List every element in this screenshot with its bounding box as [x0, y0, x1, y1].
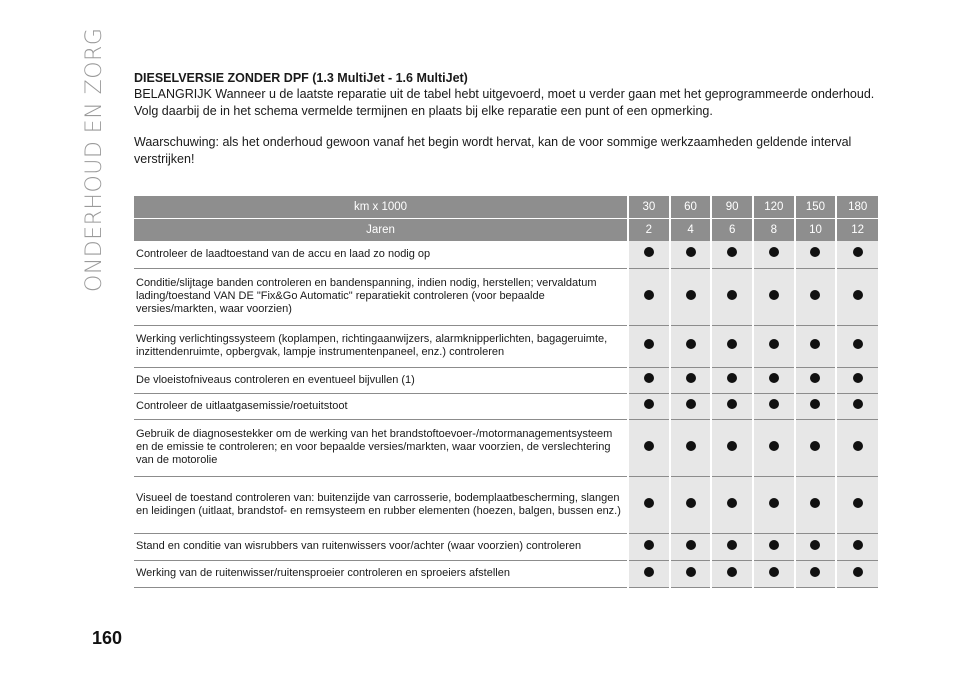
years-header-label: Jaren	[134, 219, 628, 242]
years-header-cell: 4	[670, 219, 712, 242]
check-bullet-icon	[769, 290, 779, 300]
check-bullet-icon	[769, 399, 779, 409]
check-bullet-icon	[686, 373, 696, 383]
check-bullet-icon	[686, 290, 696, 300]
check-bullet-icon	[644, 441, 654, 451]
check-bullet-icon	[727, 441, 737, 451]
table-row	[134, 268, 878, 325]
check-bullet-icon	[686, 567, 696, 577]
years-header-cell: 2	[628, 219, 670, 242]
check-bullet-icon	[853, 540, 863, 550]
check-bullet-icon	[644, 567, 654, 577]
check-bullet-icon	[853, 399, 863, 409]
check-bullet-icon	[810, 441, 820, 451]
check-bullet-icon	[769, 339, 779, 349]
check-bullet-icon	[769, 540, 779, 550]
check-bullet-icon	[686, 441, 696, 451]
check-bullet-icon	[769, 567, 779, 577]
check-bullet-icon	[810, 373, 820, 383]
check-bullet-icon	[853, 498, 863, 508]
check-bullet-icon	[644, 373, 654, 383]
check-bullet-icon	[644, 540, 654, 550]
years-header-row	[134, 219, 878, 242]
chapter-side-title	[82, 27, 112, 292]
check-bullet-icon	[686, 399, 696, 409]
task-description: Controleer de uitlaatgasemissie/roetuitstoot	[134, 393, 628, 419]
km-header-cell: 30	[628, 196, 670, 219]
km-header-row	[134, 196, 878, 219]
check-bullet-icon	[727, 290, 737, 300]
table-row	[134, 419, 878, 476]
check-bullet-icon	[810, 247, 820, 257]
km-header-cell: 180	[836, 196, 878, 219]
check-bullet-icon	[853, 339, 863, 349]
main-content	[134, 70, 878, 168]
table-row	[134, 367, 878, 393]
warning-paragraph: Waarschuwing: als het onderhoud gewoon vanaf het begin wordt hervat, kan de voor sommige werkzaamheden geldende interval verstrijken!	[134, 135, 852, 166]
check-bullet-icon	[810, 540, 820, 550]
check-bullet-icon	[810, 339, 820, 349]
check-bullet-icon	[686, 247, 696, 257]
check-bullet-icon	[644, 247, 654, 257]
intro-paragraph: BELANGRIJK Wanneer u de laatste reparatie uit de tabel hebt uitgevoerd, moet u verder gaan met het geprogrammeerde onderhoud. Volg daarbij de in het schema vermelde termijnen en plaats bij elke reparatie een punt of een opmerking.	[134, 87, 875, 118]
task-description: Visueel de toestand controleren van: buitenzijde van carrosserie, bodemplaatbescherming, slangen en leidingen (uitlaat, brandstof- en remsysteem en rubber elementen (hoezen, balgen, bussen enz.)	[134, 476, 628, 533]
km-header-cell: 120	[753, 196, 795, 219]
km-header-label: km x 1000	[134, 196, 628, 219]
check-bullet-icon	[853, 247, 863, 257]
check-bullet-icon	[644, 290, 654, 300]
check-bullet-icon	[769, 441, 779, 451]
check-bullet-icon	[769, 247, 779, 257]
km-header-cell: 150	[795, 196, 837, 219]
check-bullet-icon	[727, 339, 737, 349]
check-bullet-icon	[853, 373, 863, 383]
check-bullet-icon	[644, 498, 654, 508]
check-bullet-icon	[686, 498, 696, 508]
check-bullet-icon	[727, 399, 737, 409]
years-header-cell: 12	[836, 219, 878, 242]
task-description: Stand en conditie van wisrubbers van ruitenwissers voor/achter (waar voorzien) controleren	[134, 533, 628, 560]
years-header-cell: 10	[795, 219, 837, 242]
table-row	[134, 325, 878, 367]
years-header-cell: 6	[711, 219, 753, 242]
check-bullet-icon	[686, 339, 696, 349]
check-bullet-icon	[853, 441, 863, 451]
chapter-side-title-text: ONDERHOUD EN ZORG	[82, 27, 107, 292]
check-bullet-icon	[727, 540, 737, 550]
task-description: Conditie/slijtage banden controleren en bandenspanning, indien nodig, herstellen; vervaldatum lading/toestand VAN DE "Fix&Go Automatic" reparatiekit controleren (voor bepaalde versies/markten, waar voorzien)	[134, 268, 628, 325]
check-bullet-icon	[810, 399, 820, 409]
section-heading: DIESELVERSIE ZONDER DPF (1.3 MultiJet - 1.6 MultiJet)	[134, 71, 468, 85]
check-bullet-icon	[727, 567, 737, 577]
table-row	[134, 393, 878, 419]
page-number: 160	[92, 628, 123, 648]
check-bullet-icon	[810, 290, 820, 300]
table-row	[134, 476, 878, 533]
check-bullet-icon	[644, 339, 654, 349]
km-header-cell: 60	[670, 196, 712, 219]
task-description: Controleer de laadtoestand van de accu en laad zo nodig op	[134, 241, 628, 268]
check-bullet-icon	[686, 540, 696, 550]
check-bullet-icon	[810, 498, 820, 508]
check-bullet-icon	[853, 290, 863, 300]
task-description: Werking van de ruitenwisser/ruitensproeier controleren en sproeiers afstellen	[134, 560, 628, 587]
table-row	[134, 241, 878, 268]
check-bullet-icon	[769, 373, 779, 383]
task-description: Gebruik de diagnosestekker om de werking van het brandstoftoevoer-/motormanagementsysteem en de emissie te controleren; en voor bepaalde versies/markten, waar voorzien, de verslechtering van de motorolie	[134, 419, 628, 476]
check-bullet-icon	[644, 399, 654, 409]
maintenance-schedule-table	[134, 196, 878, 588]
km-header-cell: 90	[711, 196, 753, 219]
years-header-cell: 8	[753, 219, 795, 242]
check-bullet-icon	[853, 567, 863, 577]
table-row	[134, 560, 878, 587]
task-description: Werking verlichtingssysteem (koplampen, richtingaanwijzers, alarmknipperlichten, bagageruimte, inzittendenruimte, opbergvak, lampje instrumentenpaneel, enz.) controleren	[134, 325, 628, 367]
table-row	[134, 533, 878, 560]
check-bullet-icon	[727, 373, 737, 383]
check-bullet-icon	[727, 498, 737, 508]
task-description: De vloeistofniveaus controleren en eventueel bijvullen (1)	[134, 367, 628, 393]
check-bullet-icon	[769, 498, 779, 508]
check-bullet-icon	[727, 247, 737, 257]
check-bullet-icon	[810, 567, 820, 577]
